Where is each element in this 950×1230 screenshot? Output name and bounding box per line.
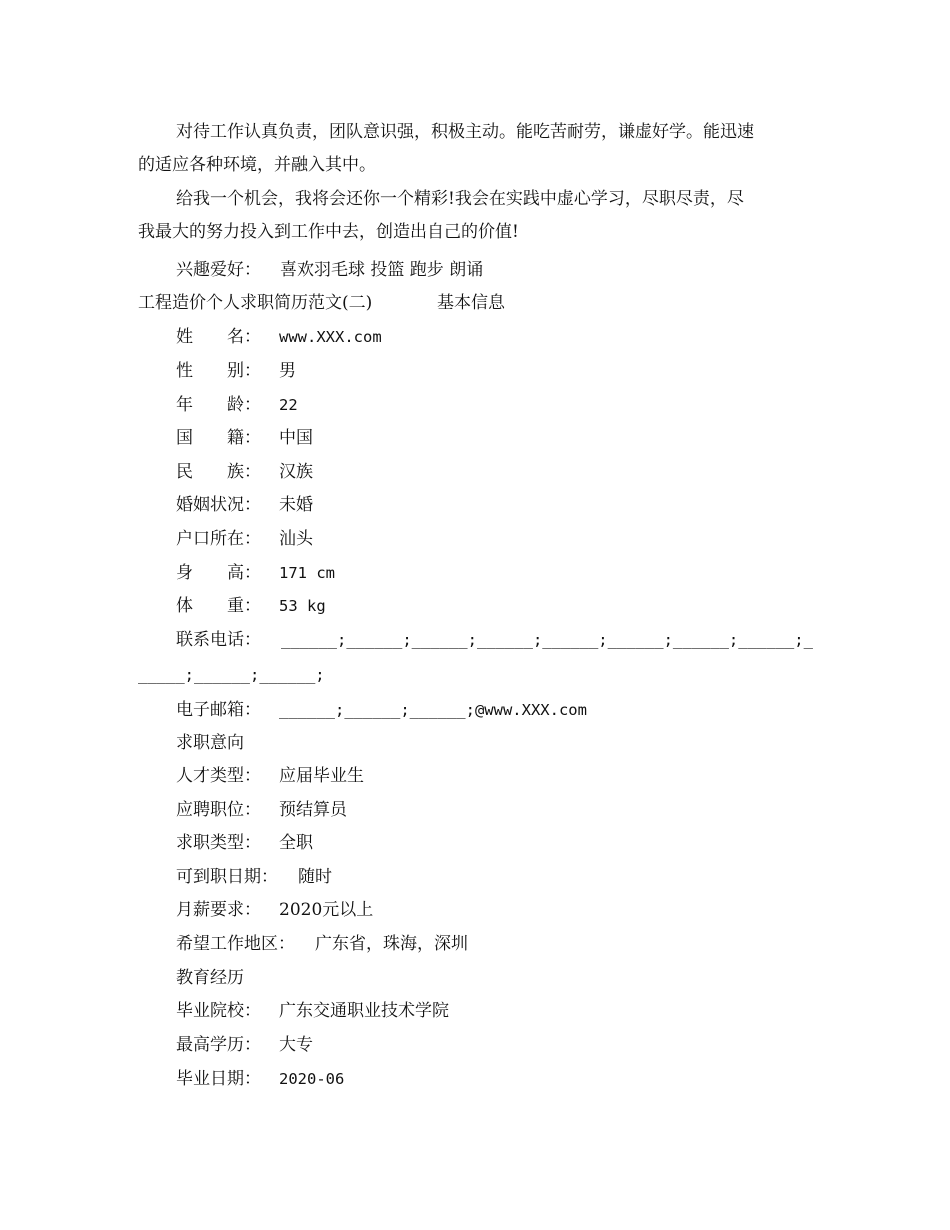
intent-label: 应聘职位： <box>176 800 261 820</box>
info-label: 姓 名： <box>176 327 261 347</box>
paragraph-closing-line2: 我最大的努力投入到工作中去，创造出自己的价值! <box>138 222 519 242</box>
email-label: 电子邮箱： <box>176 700 261 720</box>
education-value: 大专 <box>279 1035 313 1055</box>
info-label: 户口所在： <box>176 529 261 549</box>
email-value: ______;______;______;@www.XXX.com <box>279 701 587 719</box>
hobbies-label: 兴趣爱好： <box>176 260 261 280</box>
info-row-name <box>176 326 856 348</box>
email-row <box>176 699 856 721</box>
intent-row-position <box>176 799 856 821</box>
paragraph-self-evaluation-line2: 的适应各种环境，并融入其中。 <box>138 155 376 175</box>
info-row-marital-status <box>176 494 856 516</box>
intent-value: 全职 <box>279 833 313 853</box>
info-value: 53 kg <box>279 597 326 615</box>
info-row-age <box>176 394 856 416</box>
paragraph-closing-line1: 给我一个机会，我将会还你一个精彩!我会在实践中虚心学习，尽职尽责，尽 <box>176 189 744 209</box>
hobbies-value: 喜欢羽毛球 投篮 跑步 朗诵 <box>280 260 484 280</box>
info-row-ethnicity <box>176 461 856 483</box>
intent-label: 可到职日期： <box>176 867 278 887</box>
info-value: 171 cm <box>279 564 335 582</box>
intent-value: 广东省，珠海，深圳 <box>315 934 468 954</box>
intent-label: 月薪要求： <box>176 900 261 920</box>
intent-row-salary <box>176 899 856 921</box>
phone-value-line2: _____;______;______; <box>138 666 325 684</box>
education-value: 2020-06 <box>279 1070 345 1088</box>
education-row-degree <box>176 1034 856 1056</box>
intent-value: 应届毕业生 <box>279 766 364 786</box>
info-row-nationality <box>176 427 856 449</box>
intent-row-talent-type <box>176 765 856 787</box>
info-row-weight <box>176 595 856 617</box>
section-subtitle: 基本信息 <box>437 293 505 313</box>
education-value: 广东交通职业技术学院 <box>279 1001 449 1021</box>
section-title: 工程造价个人求职简历范文(二) <box>138 293 373 313</box>
info-label: 国 籍： <box>176 428 261 448</box>
education-row-school <box>176 1000 856 1022</box>
info-label: 年 龄： <box>176 395 261 415</box>
education-row-graduation-date <box>176 1068 856 1090</box>
intent-label: 人才类型： <box>176 766 261 786</box>
info-row-height <box>176 562 856 584</box>
info-label: 民 族： <box>176 462 261 482</box>
education-heading: 教育经历 <box>176 968 244 988</box>
intent-value: 2020元以上 <box>279 900 374 920</box>
education-label: 最高学历： <box>176 1035 261 1055</box>
info-value: www.XXX.com <box>279 328 382 346</box>
info-value: 中国 <box>279 428 313 448</box>
info-label: 身 高： <box>176 563 261 583</box>
info-value: 汉族 <box>279 462 313 482</box>
info-value: 未婚 <box>279 495 313 515</box>
phone-row <box>176 629 856 651</box>
intent-row-location <box>176 933 856 955</box>
info-value: 男 <box>279 361 296 381</box>
intent-heading: 求职意向 <box>176 733 244 753</box>
intent-value: 预结算员 <box>279 800 347 820</box>
intent-row-available-date <box>176 866 856 888</box>
section-title-row <box>138 292 818 314</box>
info-label: 婚姻状况： <box>176 495 261 515</box>
hobbies-row <box>176 259 856 281</box>
info-label: 性 别： <box>176 361 261 381</box>
info-row-hukou <box>176 528 856 550</box>
info-value: 汕头 <box>279 529 313 549</box>
education-label: 毕业院校： <box>176 1001 261 1021</box>
info-label: 体 重： <box>176 596 261 616</box>
intent-row-job-type <box>176 832 856 854</box>
phone-value-line1: ______;______;______;______;______;______;______;______;_ <box>281 631 813 649</box>
education-label: 毕业日期： <box>176 1069 261 1089</box>
phone-label: 联系电话： <box>176 630 261 650</box>
intent-label: 希望工作地区： <box>176 934 295 954</box>
intent-label: 求职类型： <box>176 833 261 853</box>
intent-value: 随时 <box>298 867 332 887</box>
paragraph-self-evaluation-line1: 对待工作认真负责，团队意识强，积极主动。能吃苦耐劳，谦虚好学。能迅速 <box>176 122 754 142</box>
info-row-gender <box>176 360 856 382</box>
info-value: 22 <box>279 396 298 414</box>
